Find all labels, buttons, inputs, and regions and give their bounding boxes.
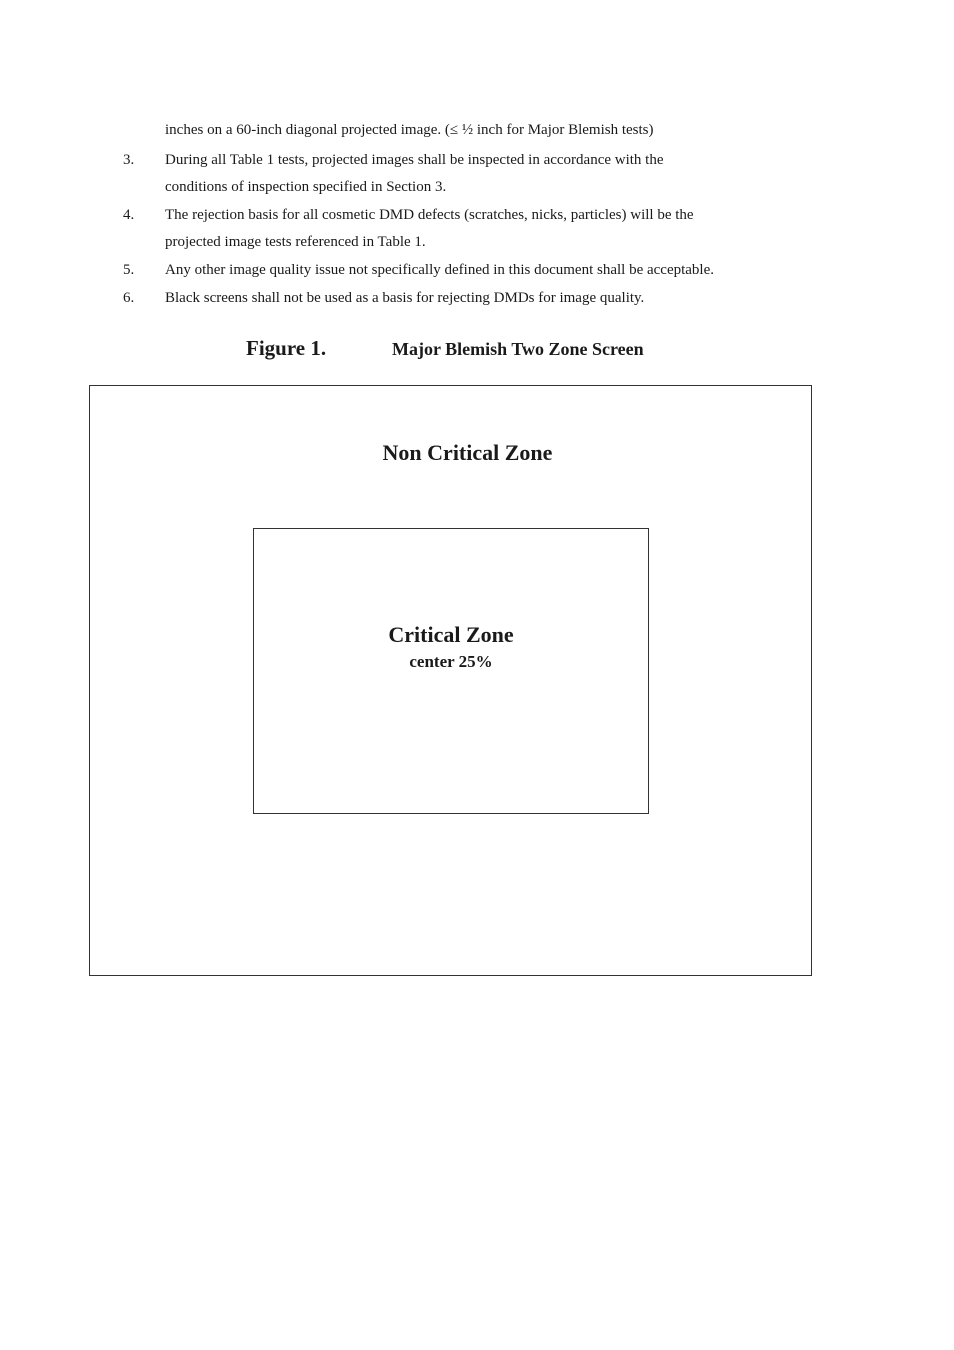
list-item-number: 6. [123, 290, 135, 306]
list-item-line: During all Table 1 tests, projected images shall be inspected in accordance with the [165, 152, 664, 168]
list-item-number: 5. [123, 262, 135, 278]
list-item [120, 285, 850, 312]
critical-zone-sublabel: center 25% [409, 652, 493, 671]
list-item-line: The rejection basis for all cosmetic DMD defects (scratches, nicks, particles) will be the [165, 207, 694, 223]
figure-label: Figure 1. [246, 336, 327, 360]
list-item [120, 257, 850, 284]
list-item-line: Black screens shall not be used as a basis for rejecting DMDs for image quality. [165, 290, 645, 306]
continuation-text: inches on a 60-inch diagonal projected image. (≤ ½ inch for Major Blemish tests) [165, 122, 654, 138]
non-critical-zone-label: Non Critical Zone [382, 440, 553, 465]
critical-zone-label: Critical Zone [388, 622, 514, 647]
numbered-list [120, 147, 850, 313]
list-item [120, 147, 850, 201]
figure-caption [0, 334, 954, 364]
figure-title: Major Blemish Two Zone Screen [392, 339, 644, 359]
critical-zone-box [253, 528, 649, 814]
list-item-line: projected image tests referenced in Table 1. [165, 234, 426, 250]
list-item-number: 4. [123, 207, 135, 223]
list-item [120, 202, 850, 256]
list-item-number: 3. [123, 152, 135, 168]
list-item-line: Any other image quality issue not specifically defined in this document shall be acceptable. [165, 262, 715, 278]
list-item-line: conditions of inspection specified in Section 3. [165, 179, 447, 195]
